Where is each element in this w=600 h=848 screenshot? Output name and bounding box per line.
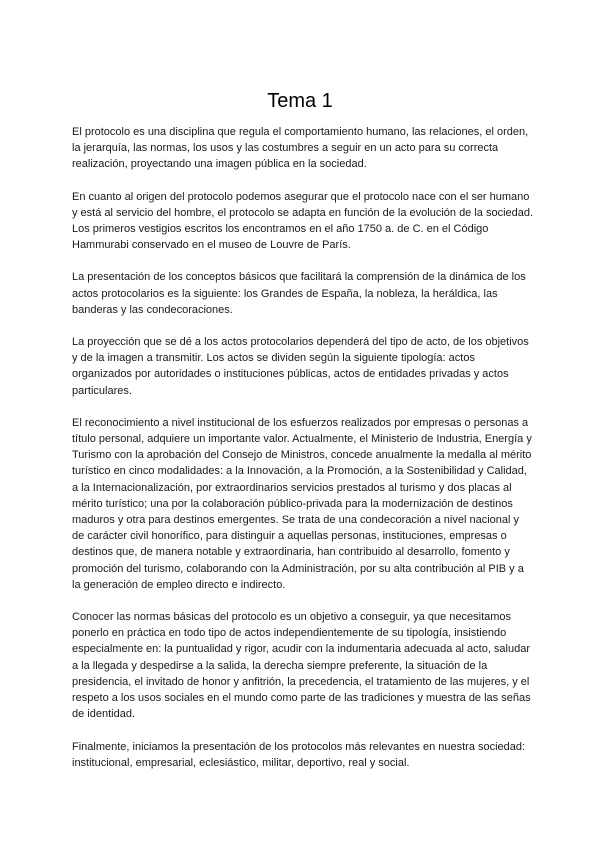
paragraph-definition: El protocolo es una disciplina que regula el comportamiento humano, las relaciones, el orden, la jerarquía, las normas, los usos y las costumbres a seguir en un acto para su correcta realización, proyectando una imagen pública en la sociedad. [72,126,529,171]
closing-list: institucional, empresarial, eclesiástico, militar, deportivo, real y social. [72,756,410,769]
paragraph-closing [72,739,534,771]
document-body [72,124,534,771]
paragraph-recognition: El reconocimiento a nivel institucional de los esfuerzos realizados por empresas o personas a título personal, adquiere un importante valor. Actualmente, el Ministerio de Industria, Energía y Turismo con la aprobación del Consejo de Ministros, concede anualmente la medalla al mérito turístico en cinco modalidades: a la Innovación, a la Promoción, a la Sostenibilidad y Calidad, a la Internacionalización, por extraordinarios servicios prestados al turismo y dos placas al mérito turístico; una por la colaboración público-privada para la modernización de destinos maduros y otra para destinos emergentes. Se trata de una condecoración a nivel nacional y de carácter civil honorífico, para distinguir a aquellas personas, instituciones, empresas o destinos que, de manera notable y extraordinaria, han contribuido al desarrollo, fomento y promoción del turismo, colaborando con la Administración, por su alta contribución al PIB y a la generación de empleo directo e indirecto. [72,416,532,591]
paragraph-projection: La proyección que se dé a los actos protocolarios dependerá del tipo de acto, de los objetivos y de la imagen a transmitir. Los actos se dividen según la siguiente tipología: actos organizados por autoridades o instituciones públicas, actos de entidades privadas y actos particulares. [72,336,529,397]
page-title: Tema 1 [267,90,333,112]
paragraph-basic-rules: Conocer las normas básicas del protocolo es un objetivo a conseguir, ya que necesitamos ponerlo en práctica en todo tipo de actos independientemente de su tipología, insistiendo especialmente en: la puntualidad y rigor, acudir con la indumentaria adecuada al acto, saludar a la llegada y despedirse a la salida, la derecha siempre preferente, la situación de la presidencia, el invitado de honor y anfitrión, la precedencia, el tratamiento de las mujeres, y el respeto a los usos sociales en el mundo como parte de las tradiciones y muestra de las señas de identidad. [72,611,531,721]
paragraph-basic-concepts: La presentación de los conceptos básicos que facilitará la comprensión de la dinámica de los actos protocolarios es la siguiente: los Grandes de España, la nobleza, la heráldica, las banderas y las condecoraciones. [72,271,526,316]
paragraph-origin: En cuanto al origen del protocolo podemos asegurar que el protocolo nace con el ser humano y está al servicio del hombre, el protocolo se adapta en función de la evolución de la sociedad. Los primeros vestigios escritos los encontramos en el año 1750 a. de C. en el Código Hammurabi conservado en el museo de Louvre de París. [72,190,534,252]
closing-intro: Finalmente, iniciamos la presentación de los protocolos más relevantes en nuestra sociedad: [72,740,526,753]
